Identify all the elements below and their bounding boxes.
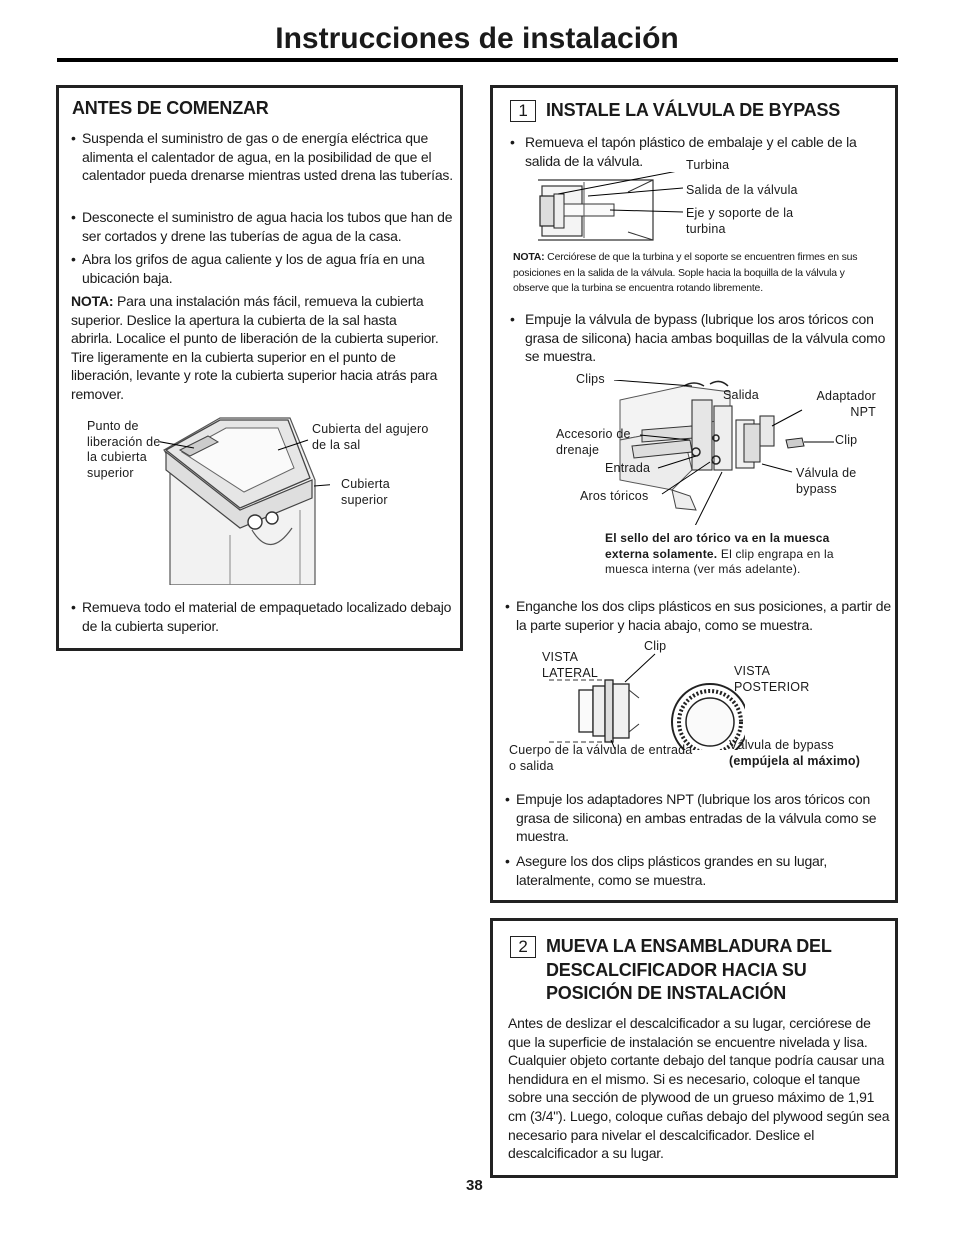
o-rings-label: Aros tóricos	[580, 489, 649, 503]
valve-outlet-label: Salida de la válvula	[686, 183, 798, 197]
seal-note-bold: El sello del aro tórico va en la muesca externa solamente.	[605, 531, 830, 561]
seal-note-rest: El clip engrapa en la muesca interna (ver más adelante).	[605, 546, 834, 576]
step2-body: Antes de deslizar el descalcificador a su lugar, cerciórese de que la superficie de instalación se encuentre nivelada y lisa. Cualquier objeto cortante debajo del tanque podría causar una hendidura en el mismo. Si es necesario, coloque el tanque sobre una sección de plywood de un grueso máximo de 1,91 cm (3/4"). Luego, coloque cuñas debajo del plywood según sea necesario para nivelar el descalcificador. Deslice el descalcificador a su lugar.	[508, 1015, 890, 1162]
bypass-valve-label: Válvula de bypass	[796, 466, 857, 496]
step2-number: 2	[510, 936, 536, 958]
top-cover-label: Cubierta superior	[341, 477, 390, 507]
outlet-label: Salida	[723, 388, 759, 402]
step1-bullet-5: • Asegure los dos clips plásticos grandes en su lugar, lateralmente, como se muestra.	[505, 852, 891, 889]
shaft-label: Eje y soporte de la turbina	[686, 206, 794, 236]
before-bullet-4: • Remueva todo el material de empaquetado localizado debajo de la cubierta superior.	[71, 598, 457, 635]
page-title: Instrucciones de instalación	[275, 22, 679, 55]
salt-lid-label: Cubierta del agujero de la sal	[312, 422, 429, 452]
step1-note-text: Cerciórese de que la turbina y el soporte se encuentren firmes en sus posiciones en la salida de la válvula. Sople hacia la boquilla de la válvula y observe que la turbina se encuentra rotando libremente.	[513, 251, 858, 294]
valve-body-label: Cuerpo de la válvula de entrada o salida	[509, 743, 693, 773]
before-bullet-1: • Suspenda el suministro de gas o de energía eléctrica que alimenta el calentador de agua, en la posibilidad de que el calentador pueda drenarse mientras usted drena las tuberías.	[71, 129, 457, 185]
step1-note	[513, 250, 878, 297]
push-max-text: (empújela al máximo)	[729, 753, 861, 768]
step1-bullet-4: • Empuje los adaptadores NPT (lubrique los aros tóricos con grasa de silicona) en ambas entradas de la válvula como se muestra.	[505, 790, 891, 846]
step2-heading	[510, 935, 880, 1006]
before-note-label: NOTA:	[71, 293, 114, 309]
softener-cover-figure	[160, 410, 330, 585]
step1-note-label: NOTA:	[513, 251, 545, 263]
step1-bullet-3: • Enganche los dos clips plásticos en sus posiciones, a partir de la parte superior y hacia abajo, como se muestra.	[505, 597, 896, 634]
rear-view-label: VISTA POSTERIOR	[734, 664, 810, 694]
npt-adapter-label	[804, 389, 876, 420]
npt-adapter-text: Adaptador NPT	[816, 389, 876, 419]
release-point-label: Punto de liberación de la cubierta superior	[87, 419, 161, 480]
page-number: 38	[466, 1177, 483, 1194]
turbine-label: Turbina	[686, 158, 730, 172]
step1-heading-text: INSTALE LA VÁLVULA DE BYPASS	[546, 100, 841, 120]
turbine-figure	[528, 172, 683, 248]
bypass-valve-rear-text: Válvula de bypass	[729, 738, 834, 752]
before-bullet-3: • Abra los grifos de agua caliente y los de agua fría en una ubicación baja.	[71, 250, 457, 287]
clip-label: Clip	[835, 433, 858, 447]
inlet-label: Entrada	[605, 461, 651, 475]
step2-heading-text: MUEVA LA ENSAMBLADURA DEL DESCALCIFICADOR HACIA SU POSICIÓN DE INSTALACIÓN	[546, 936, 832, 1003]
side-view-label: VISTA LATERAL	[542, 650, 599, 680]
before-bullet-2: • Desconecte el suministro de agua hacia los tubos que han de ser cortados y drene las tuberías de agua de la casa.	[71, 208, 457, 245]
step1-bullet-2: • Empuje la válvula de bypass (lubrique los aros tóricos con grasa de silicona) hacia ambas boquillas de la válvula como se muestra.	[510, 310, 897, 366]
before-heading: ANTES DE COMENZAR	[72, 98, 269, 118]
title-rule	[57, 58, 898, 62]
before-note	[71, 292, 441, 404]
before-note-text: Para una instalación más fácil, remueva la cubierta superior. Deslice la apertura la cubierta de la sal hasta abrirla. Localice el punto de liberación de la cubierta superior. Tire ligeramente en la cubierta superior en el punto de liberación, levante y rote la cubierta superior hacia atrás para remover.	[71, 293, 439, 402]
bypass-valve-rear-label	[729, 738, 879, 769]
seal-note	[605, 531, 873, 578]
step1-heading	[510, 100, 840, 122]
clip-top-label: Clip	[644, 639, 667, 653]
step1-bullet-1: • Remueva el tapón plástico de embalaje y el cable de la salida de la válvula.	[510, 133, 885, 170]
clips-label: Clips	[576, 372, 605, 386]
drain-fitting-label: Accesorio de drenaje	[556, 427, 631, 457]
step1-number: 1	[510, 100, 536, 122]
